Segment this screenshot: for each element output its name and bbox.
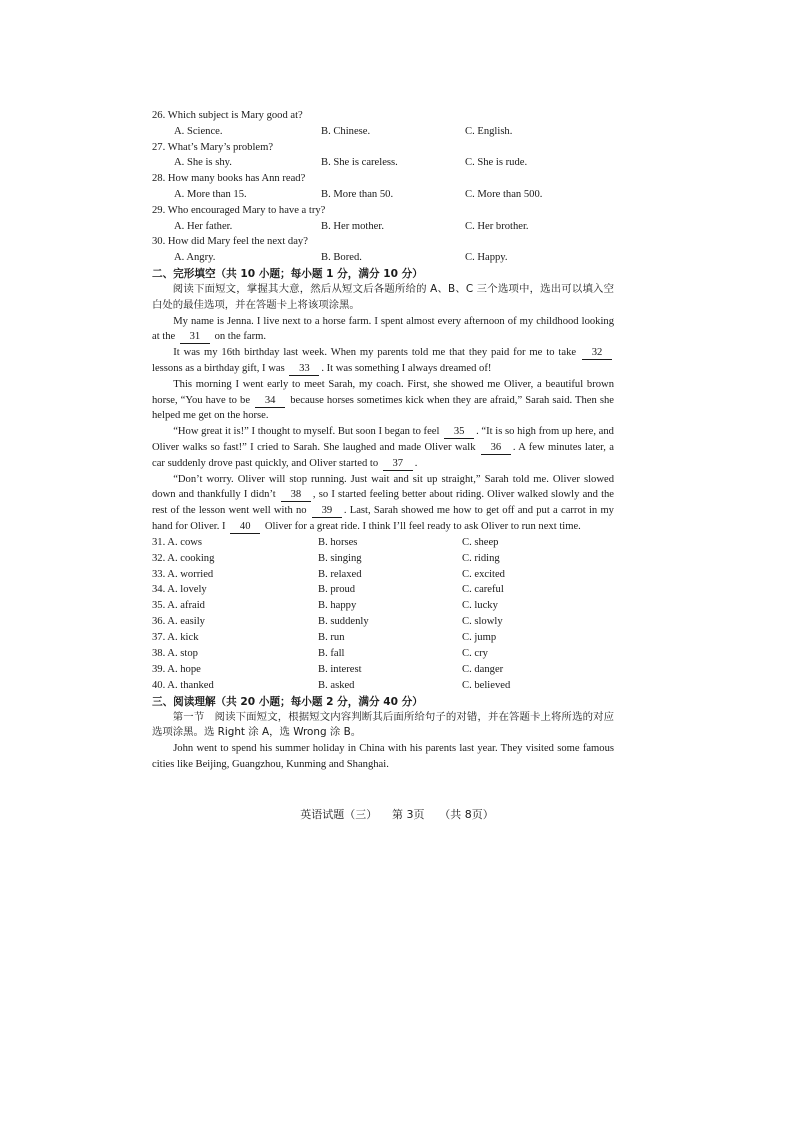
choice-row-39: 39. A. hope B. interest C. danger bbox=[152, 663, 504, 675]
question-stem: 30. How did Mary feel the next day? bbox=[152, 236, 308, 248]
option-b: B. Her mother. bbox=[321, 220, 384, 232]
section-heading-cloze: 二、完形填空（共 10 小题；每小题 1 分，满分 10 分） bbox=[152, 267, 423, 280]
footer-total-pages: （共 8页） bbox=[439, 808, 494, 821]
question-options bbox=[152, 124, 614, 140]
option-a: A. More than 15. bbox=[174, 188, 247, 200]
question-options bbox=[152, 250, 614, 266]
blank-39: 39 bbox=[312, 505, 342, 518]
question-stem: 26. Which subject is Mary good at? bbox=[152, 110, 303, 121]
question-options bbox=[152, 155, 614, 171]
choice-row-36: 36. A. easily B. suddenly C. slowly bbox=[152, 616, 503, 628]
choice-row-38: 38. A. stop B. fall C. cry bbox=[152, 647, 488, 659]
question-block-26 bbox=[152, 108, 614, 140]
option-a: A. Science. bbox=[174, 125, 223, 137]
question-block-29 bbox=[152, 203, 614, 235]
question-block-27 bbox=[152, 140, 614, 172]
cloze-paragraph: My name is Jenna. I live next to a horse farm. I spent almost every afternoon of my childhood looking at the 31 on the farm. bbox=[152, 315, 614, 343]
question-block-30 bbox=[152, 234, 614, 266]
option-c: C. Her brother. bbox=[465, 220, 529, 232]
section-instruction: 阅读下面短文，掌握其大意，然后从短文后各题所给的 A、B、C 三个选项中，选出可以填入空白处的最佳选项，并在答题卡上将该项涂黑。 bbox=[152, 282, 614, 311]
section-instruction: 第一节 阅读下面短文，根据短文内容判断其后面所给句子的对错，并在答题卡上将所选的对应选项涂黑。选 Right 涂 A，选 Wrong 涂 B。 bbox=[152, 710, 614, 739]
blank-31: 31 bbox=[180, 331, 210, 344]
cloze-paragraph: It was my 16th birthday last week. When my parents told me that they paid for me to take 32 lessons as a birthday gift, I was 33 . It was something I always dreamed of! bbox=[152, 345, 614, 377]
blank-33: 33 bbox=[289, 363, 319, 376]
blank-37: 37 bbox=[383, 458, 413, 471]
page-footer bbox=[0, 806, 794, 822]
blank-40: 40 bbox=[230, 521, 260, 534]
option-b: B. She is careless. bbox=[321, 157, 398, 169]
option-c: C. English. bbox=[465, 125, 513, 137]
cloze-paragraph: “How great it is!” I thought to myself. But soon I began to feel 35 . “It is so high from up here, and Oliver walks so fast!” I cried to Sarah. She laughed and made Oliver walk 36 . A few minutes later, a car suddenly drove past quickly, and Oliver started to 37 . bbox=[152, 426, 614, 469]
cloze-paragraph: “Don’t worry. Oliver will stop running. Just wait and sit up straight,” Sarah told me. Oliver slowed down and thankfully I didn’t 38 , so I started feeling better about riding. Oliver walked slowly and the rest of the lesson went well with no 39 . Last, Sarah showed me how to get off and put a carrot in my hand for Oliver. I 40 Oliver for a great ride. I think I’ll feel ready to ask Oliver to run next time. bbox=[152, 473, 615, 532]
option-c: C. She is rude. bbox=[465, 157, 528, 169]
option-c: C. Happy. bbox=[465, 252, 508, 264]
option-b: B. More than 50. bbox=[321, 188, 394, 200]
page-content bbox=[152, 108, 614, 773]
blank-35: 35 bbox=[444, 426, 474, 439]
option-a: A. She is shy. bbox=[174, 157, 232, 169]
choice-row-40: 40. A. thanked B. asked C. believed bbox=[152, 679, 511, 691]
question-stem: 28. How many books has Ann read? bbox=[152, 173, 306, 185]
reading-passage: John went to spend his summer holiday in China with his parents last year. They visited some famous cities like Beijing, Guangzhou, Kunming and Shanghai. bbox=[152, 743, 614, 771]
choice-row-34: 34. A. lovely B. proud C. careful bbox=[152, 584, 504, 596]
cloze-choices bbox=[152, 535, 614, 694]
option-a: A. Angry. bbox=[174, 252, 216, 264]
option-b: B. Bored. bbox=[321, 252, 362, 264]
part-label: 第一节 bbox=[172, 710, 205, 723]
choice-row-33: 33. A. worried B. relaxed C. excited bbox=[152, 568, 505, 580]
question-block-28 bbox=[152, 171, 614, 203]
footer-subject: 英语试题（三） bbox=[300, 808, 378, 821]
blank-38: 38 bbox=[281, 489, 311, 502]
footer-page-number: 第 3页 bbox=[392, 808, 425, 821]
choice-row-35: 35. A. afraid B. happy C. lucky bbox=[152, 600, 498, 612]
blank-32: 32 bbox=[582, 347, 612, 360]
choice-row-32: 32. A. cooking B. singing C. riding bbox=[152, 552, 500, 564]
cloze-paragraph: This morning I went early to meet Sarah, my coach. First, she showed me Oliver, a beautiful brown horse, “You have to be 34 because horses sometimes kick when they are afraid,” Sarah said. Then she helped me get on the horse. bbox=[152, 378, 615, 422]
blank-36: 36 bbox=[481, 442, 511, 455]
question-stem: 29. Who encouraged Mary to have a try? bbox=[152, 204, 326, 216]
option-a: A. Her father. bbox=[174, 220, 233, 232]
option-c: C. More than 500. bbox=[465, 188, 543, 200]
blank-34: 34 bbox=[255, 395, 285, 408]
section-heading-reading: 三、阅读理解（共 20 小题；每小题 2 分，满分 40 分） bbox=[152, 695, 423, 708]
option-b: B. Chinese. bbox=[321, 125, 371, 137]
choice-row-31: 31. A. cows B. horses C. sheep bbox=[152, 536, 499, 548]
choice-row-37: 37. A. kick B. run C. jump bbox=[152, 632, 497, 644]
question-options bbox=[152, 187, 614, 203]
question-stem: 27. What’s Mary’s problem? bbox=[152, 141, 274, 153]
question-options bbox=[152, 219, 614, 235]
